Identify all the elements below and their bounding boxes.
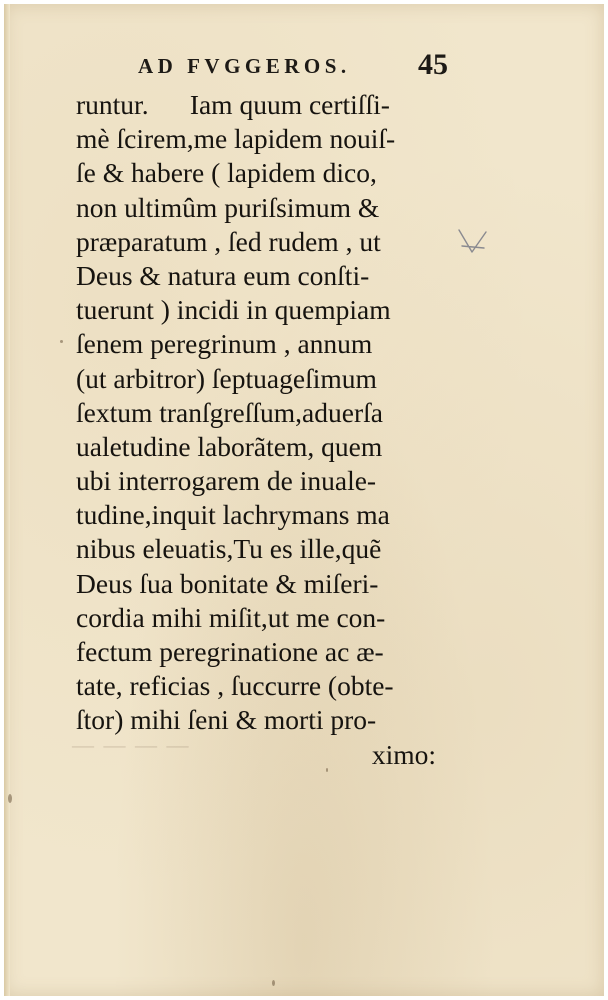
text-line: ualetudine laborãtem, quem	[76, 430, 383, 462]
text-line: ubi interrogarem de inuale-	[76, 465, 377, 497]
page-header	[134, 50, 474, 82]
text-line: mè ſcirem,me lapidem nouiſ-	[76, 123, 396, 155]
text-line: Deus & natura eum conſti-	[76, 259, 370, 291]
text-line: nibus eleuatis,Tu es ille,quẽ	[76, 533, 382, 565]
paper-speck	[326, 768, 328, 772]
text-line: tudine,inquit lachrymans ma	[76, 499, 390, 531]
page-gutter	[4, 4, 10, 996]
paper-speck	[272, 980, 275, 986]
text-line: tuerunt ) incidi in quempiam	[76, 294, 391, 326]
running-head: AD FVGGEROS.	[138, 54, 351, 78]
marginal-cross-mark-icon	[456, 226, 490, 256]
text-line: (ut arbitror) ſeptuageſimum	[76, 362, 377, 394]
text-line: fectum peregrinatione ac æ-	[76, 636, 384, 667]
text-line: tate, reficias , ſuccurre (obte-	[76, 670, 394, 702]
paper-speck	[8, 794, 12, 803]
body-text	[76, 88, 446, 772]
text-line: præparatum , ſed rudem , ut	[76, 225, 381, 257]
text-line: runtur. Iam quum certiſſi-	[76, 89, 390, 120]
text-line-catchword: ximo:	[371, 738, 436, 770]
text-line: Deus ſua bonitate & miſeri-	[76, 567, 379, 599]
text-line: cordia mihi miſit,ut me con-	[76, 601, 386, 633]
show-through-text: — — — —	[72, 732, 191, 757]
text-line: ſenem peregrinum , annum	[76, 328, 373, 360]
page-number: 45	[418, 48, 448, 81]
book-page	[4, 4, 604, 996]
text-line: ſtor) mihi ſeni & morti pro-	[76, 704, 377, 736]
text-line: non ultimûm puriſsimum &	[76, 191, 380, 223]
text-line: ſextum tranſgreſſum,aduerſa	[76, 396, 383, 428]
text-line: ſe & habere ( lapidem dico,	[76, 157, 377, 189]
paper-speck	[60, 340, 63, 343]
